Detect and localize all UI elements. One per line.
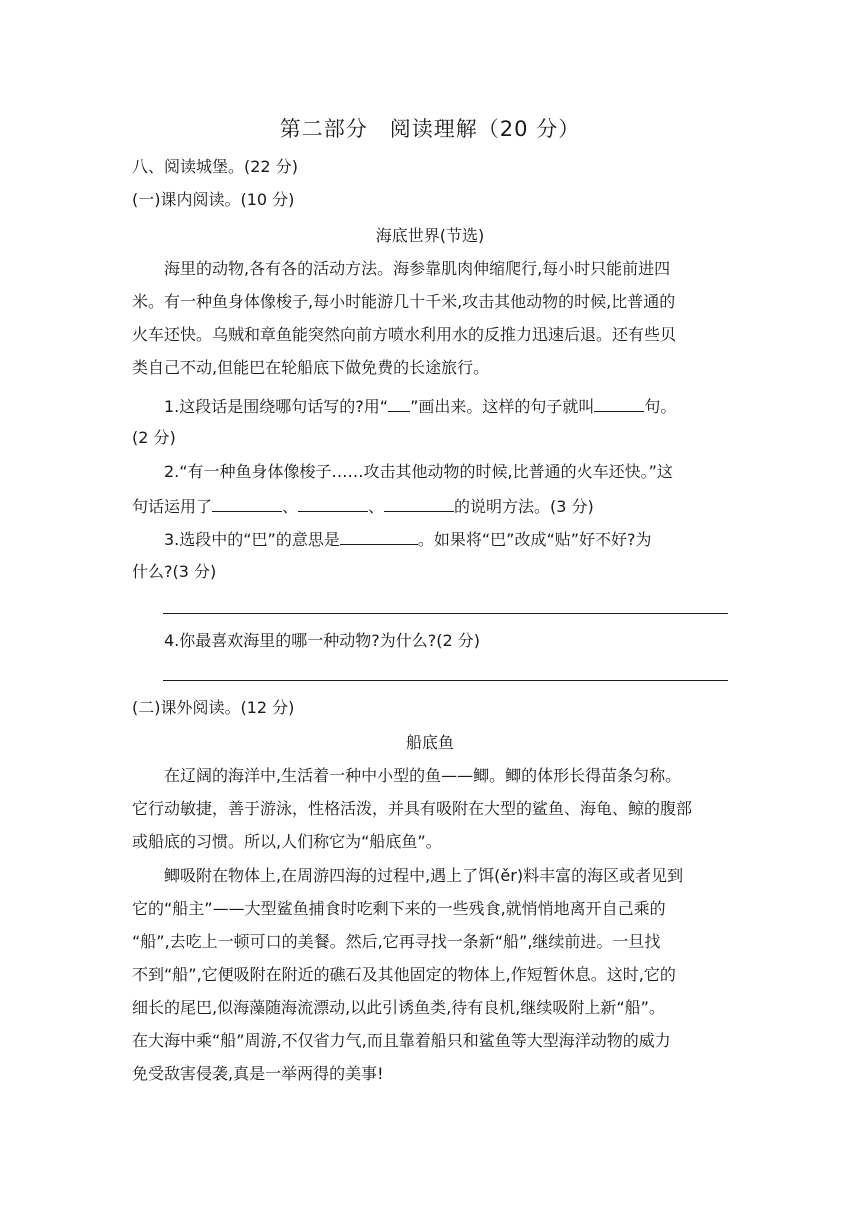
- passage2-line: 不到“船”,它便吸附在附近的礁石及其他固定的物体上,作短暂休息。这时,它的: [132, 965, 676, 984]
- answer-blank[interactable]: [340, 526, 418, 545]
- answer-line[interactable]: [163, 680, 728, 681]
- question-2-continued: [132, 493, 594, 519]
- answer-blank[interactable]: [594, 393, 644, 412]
- question-score: (2 分): [132, 428, 176, 447]
- question-4: 4.你最喜欢海里的哪一种动物?为什么?(2 分): [164, 631, 481, 650]
- passage2-line: 免受敌害侵袭,真是一举两得的美事!: [132, 1064, 384, 1083]
- question-text: 句话运用了: [132, 497, 213, 516]
- passage2-line: 在辽阔的海洋中,生活着一种中小型的鱼——鲫。鲫的体形长得苗条匀称。: [164, 766, 682, 785]
- passage2-line: 或船底的习惯。所以,人们称它为“船底鱼”。: [132, 832, 442, 851]
- page-title: 第二部分 阅读理解（20 分）: [279, 117, 581, 141]
- passage1-title: 海底世界(节选): [375, 226, 485, 245]
- question-text: ”画出来。这样的句子就叫: [410, 397, 595, 416]
- passage2-line: 在大海中乘“船”周游,不仅省力气,而且靠着船只和鲨鱼等大型海洋动物的威力: [132, 1031, 671, 1050]
- passage2-line: 它行动敏捷，善于游泳，性格活泼，并具有吸附在大型的鲨鱼、海龟、鲸的腹部: [132, 799, 693, 818]
- question-text: 1.这段话是围绕哪句话写的?用“: [164, 397, 389, 416]
- passage1-line: 火车还快。乌贼和章鱼能突然向前方喷水利用水的反推力迅速后退。还有些贝: [132, 325, 677, 344]
- answer-line[interactable]: [163, 613, 728, 614]
- question-text: 、: [368, 497, 385, 516]
- question-text: 、: [282, 497, 299, 516]
- answer-blank[interactable]: [298, 493, 368, 512]
- part2-heading: (二)课外阅读。(12 分): [132, 698, 295, 717]
- passage1-line: 类自己不动,但能巴在轮船底下做免费的长途旅行。: [132, 358, 490, 377]
- passage2-title: 船底鱼: [405, 733, 454, 752]
- answer-blank[interactable]: [212, 493, 282, 512]
- passage1-line: 海里的动物,各有各的活动方法。海参靠肌肉伸缩爬行,每小时只能前进四: [164, 259, 671, 278]
- answer-blank[interactable]: [384, 493, 454, 512]
- question-text: 的说明方法。(3 分): [454, 497, 594, 516]
- section-heading: 八、阅读城堡。(22 分): [132, 157, 298, 176]
- question-3-continued: 什么?(3 分): [132, 562, 217, 581]
- question-2: 2.“有一种鱼身体像梭子……攻击其他动物的时候,比普通的火车还快。”这: [164, 462, 673, 481]
- question-text: 3.选段中的“巴”的意思是: [164, 530, 340, 549]
- question-3: [164, 526, 652, 552]
- passage2-line: 鲫吸附在物体上,在周游四海的过程中,遇上了饵(ěr)料丰富的海区或者见到: [164, 866, 684, 885]
- passage2-line: 它的“船主”——大型鲨鱼捕食时吃剩下来的一些残食,就悄悄地离开自己乘的: [132, 899, 666, 918]
- question-1: [164, 393, 676, 419]
- answer-blank[interactable]: [388, 393, 410, 412]
- question-text: 。如果将“巴”改成“贴”好不好?为: [417, 530, 652, 549]
- passage1-line: 米。有一种鱼身体像梭子,每小时能游几十千米,攻击其他动物的时候,比普通的: [132, 292, 676, 311]
- passage2-line: 细长的尾巴,似海藻随海流漂动,以此引诱鱼类,待有良机,继续吸附上新“船”。: [132, 998, 665, 1017]
- question-text: 句。: [644, 397, 677, 416]
- part1-heading: (一)课内阅读。(10 分): [132, 190, 295, 209]
- passage2-line: “船”,去吃上一顿可口的美餐。然后,它再寻找一条新“船”,继续前进。一旦找: [132, 932, 661, 951]
